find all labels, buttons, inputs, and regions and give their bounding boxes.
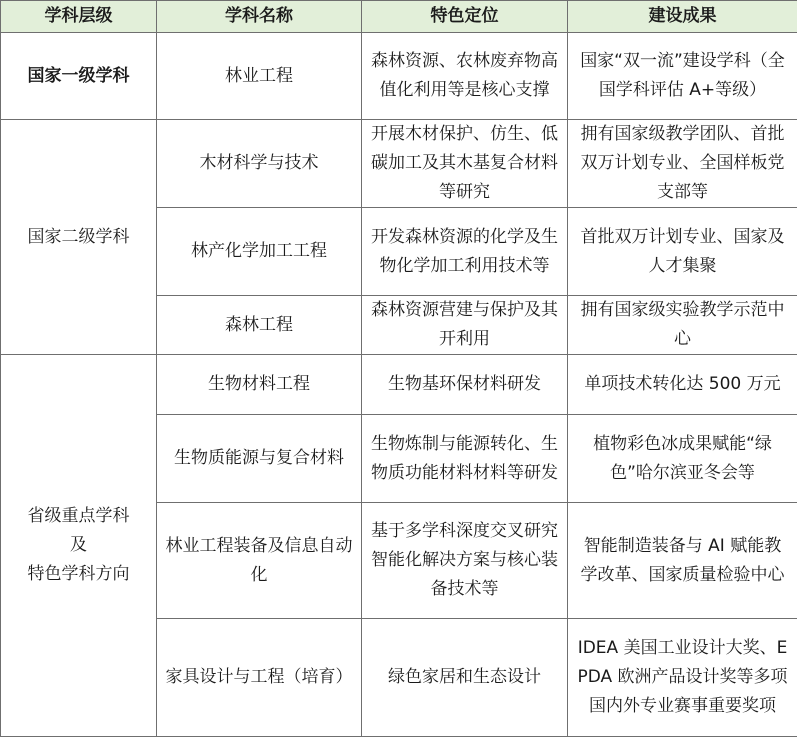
result-cell: 拥有国家级实验教学示范中心 (568, 296, 797, 355)
discipline-name-cell: 林产化学加工工程 (157, 208, 362, 296)
result-cell: 单项技术转化达 500 万元 (568, 355, 797, 415)
result-cell: IDEA 美国工业设计大奖、EPDA 欧洲产品设计奖等多项国内外专业赛事重要奖项 (568, 619, 797, 737)
discipline-name-cell: 林业工程装备及信息自动化 (157, 503, 362, 619)
position-cell: 绿色家居和生态设计 (362, 619, 568, 737)
discipline-name-cell: 生物质能源与复合材料 (157, 415, 362, 503)
level-cell-national-second: 国家二级学科 (1, 120, 157, 355)
position-cell: 开展木材保护、仿生、低碳加工及其木基复合材料等研究 (362, 120, 568, 208)
header-result: 建设成果 (568, 1, 797, 33)
level-cell-provincial (1, 355, 157, 737)
position-cell: 森林资源、农林废弃物高值化利用等是核心支撑 (362, 33, 568, 120)
discipline-name-cell: 森林工程 (157, 296, 362, 355)
table-row (1, 120, 797, 208)
header-name: 学科名称 (157, 1, 362, 33)
position-cell: 森林资源营建与保护及其开利用 (362, 296, 568, 355)
level-line: 特色学科方向 (27, 564, 130, 584)
table-row (1, 33, 797, 120)
result-cell: 首批双万计划专业、国家及人才集聚 (568, 208, 797, 296)
position-cell: 生物基环保材料研发 (362, 355, 568, 415)
position-cell: 基于多学科深度交叉研究智能化解决方案与核心装备技术等 (362, 503, 568, 619)
table-row (1, 355, 797, 415)
result-cell: 国家“双一流”建设学科（全国学科评估 A+等级） (568, 33, 797, 120)
result-cell: 智能制造装备与 AI 赋能教学改革、国家质量检验中心 (568, 503, 797, 619)
position-cell: 生物炼制与能源转化、生物质功能材料材料等研发 (362, 415, 568, 503)
header-level: 学科层级 (1, 1, 157, 33)
position-cell: 开发森林资源的化学及生物化学加工利用技术等 (362, 208, 568, 296)
discipline-name-cell: 生物材料工程 (157, 355, 362, 415)
level-line: 及 (70, 535, 87, 555)
header-row (1, 1, 797, 33)
discipline-name-cell: 木材科学与技术 (157, 120, 362, 208)
level-line: 省级重点学科 (27, 506, 130, 526)
header-position: 特色定位 (362, 1, 568, 33)
discipline-name-cell: 林业工程 (157, 33, 362, 120)
discipline-name-cell: 家具设计与工程（培育） (157, 619, 362, 737)
level-cell-national-first: 国家一级学科 (1, 33, 157, 120)
result-cell: 植物彩色冰成果赋能“绿色”哈尔滨亚冬会等 (568, 415, 797, 503)
result-cell: 拥有国家级教学团队、首批双万计划专业、全国样板党支部等 (568, 120, 797, 208)
